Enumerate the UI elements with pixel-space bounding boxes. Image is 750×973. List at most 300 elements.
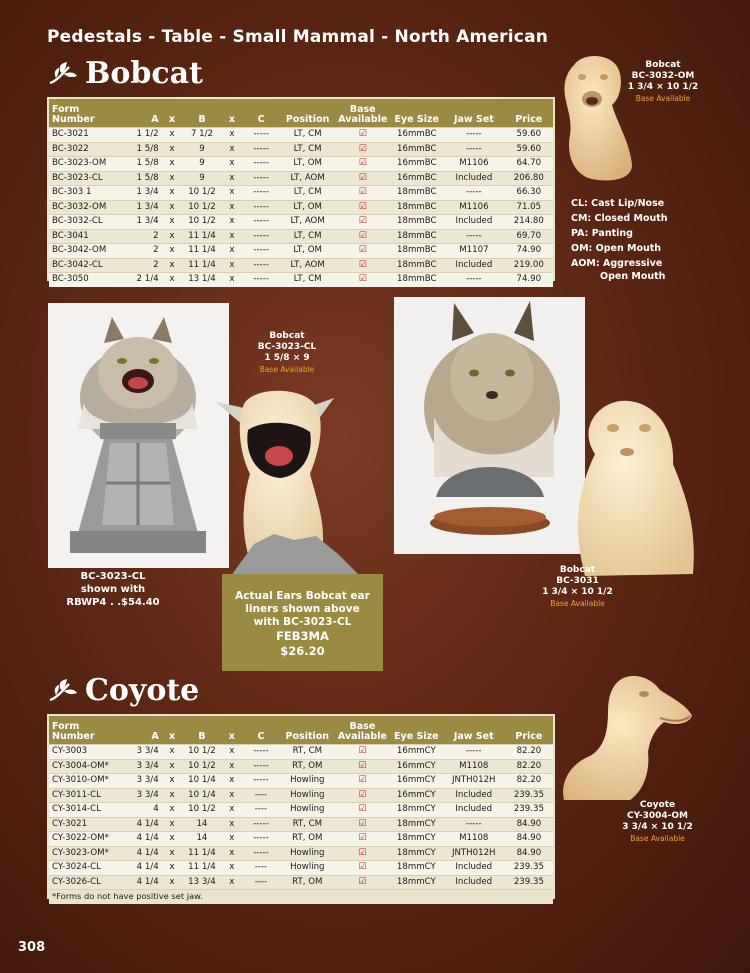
cell-price: 69.70: [505, 229, 553, 244]
table-row: [49, 273, 553, 287]
caption-name: Coyote: [639, 800, 676, 810]
cell-x: x: [162, 258, 183, 273]
cell-x: x: [222, 157, 243, 172]
cell-c: -----: [242, 759, 280, 774]
cell-c: -----: [242, 832, 280, 847]
checkmark-icon: ☑: [335, 803, 390, 818]
cell-form-number: CY-3026-CL: [49, 875, 118, 890]
cell-price: 214.80: [505, 215, 553, 230]
cell-x: x: [222, 273, 243, 287]
cell-position: RT, CM: [280, 817, 335, 832]
cell-b: 10 1/2: [182, 200, 221, 215]
cell-jaw-set: -----: [443, 229, 504, 244]
col-position: Position: [280, 99, 335, 128]
cell-form-number: CY-3022-OM*: [49, 832, 118, 847]
cell-b: 7 1/2: [182, 128, 221, 143]
checkmark-icon: ☑: [335, 875, 390, 890]
col-b: B: [182, 716, 221, 745]
col-jaw-set: Jaw Set: [443, 716, 505, 745]
cell-b: 10 1/4: [182, 788, 221, 803]
callout-line-3: with BC-3023-CL: [253, 616, 352, 628]
cell-jaw-set: Included: [443, 258, 504, 273]
cell-x: x: [162, 875, 183, 890]
bobcat-title-text: Bobcat: [85, 56, 203, 91]
caption-base-available: Base Available: [550, 599, 605, 608]
cell-jaw-set: M1108: [443, 832, 505, 847]
cell-position: LT, OM: [280, 157, 335, 172]
cell-eye-size: 18mmCY: [390, 846, 443, 861]
cell-jaw-set: M1106: [443, 200, 504, 215]
cell-c: -----: [242, 273, 280, 287]
cell-x: x: [222, 846, 243, 861]
cell-price: 239.35: [505, 861, 553, 876]
col-position: Position: [280, 716, 335, 745]
coyote-section-title: [47, 673, 199, 708]
cell-x: x: [222, 774, 243, 789]
cell-price: 59.60: [505, 128, 553, 143]
bobcat-mount-illustration: [48, 303, 229, 568]
cell-x: x: [222, 803, 243, 818]
cell-a: 4 1/4: [118, 832, 162, 847]
table-row: [49, 215, 553, 230]
cell-x: x: [162, 846, 183, 861]
table-row: [49, 171, 553, 186]
checkmark-icon: ☑: [335, 817, 390, 832]
cell-x: x: [222, 817, 243, 832]
table-row: [49, 803, 553, 818]
cell-x: x: [222, 215, 243, 230]
cell-b: 9: [182, 157, 221, 172]
cell-form-number: BC-3023-CL: [49, 171, 114, 186]
callout-price: $26.20: [280, 644, 325, 658]
cell-form-number: BC-3022: [49, 142, 114, 157]
cell-x: x: [222, 875, 243, 890]
col-price: Price: [505, 99, 553, 128]
cell-a: 3 3/4: [118, 774, 162, 789]
leaf-logo-icon: [47, 61, 79, 87]
cell-price: 206.80: [505, 171, 553, 186]
cell-position: RT, CM: [280, 745, 335, 760]
cell-eye-size: 18mmCY: [390, 875, 443, 890]
leaf-logo-icon: [47, 678, 79, 704]
cell-x: x: [222, 142, 243, 157]
table-row: [49, 875, 553, 890]
cell-form-number: CY-3024-CL: [49, 861, 118, 876]
caption-base-available: Base Available: [259, 365, 315, 374]
cell-price: 239.35: [505, 875, 553, 890]
col-eye-size: Eye Size: [390, 716, 443, 745]
cell-eye-size: 18mmCY: [390, 832, 443, 847]
cell-form-number: BC-3032-CL: [49, 215, 114, 230]
cell-price: 82.20: [505, 774, 553, 789]
cell-a: 2: [114, 229, 161, 244]
cell-jaw-set: M1107: [443, 244, 504, 259]
cell-form-number: BC-3042-OM: [49, 244, 114, 259]
cell-b: 10 1/4: [182, 774, 221, 789]
cell-c: -----: [242, 171, 280, 186]
cell-position: LT, OM: [280, 200, 335, 215]
legend-aom-cont: Open Mouth: [600, 271, 666, 282]
cell-jaw-set: Included: [443, 875, 505, 890]
cell-position: LT, OM: [280, 244, 335, 259]
bobcat-rock-photo: [394, 297, 585, 554]
cell-x: x: [162, 774, 183, 789]
cell-b: 10 1/2: [182, 186, 221, 201]
coyote-caption: [615, 800, 700, 844]
legend-cm: CM: Closed Mouth: [571, 213, 668, 224]
cell-a: 4: [118, 803, 162, 818]
cell-eye-size: 16mmBC: [390, 128, 443, 143]
table-row: [49, 258, 553, 273]
col-base-available: Base Available: [335, 99, 390, 128]
cell-jaw-set: -----: [443, 128, 504, 143]
cell-position: LT, CM: [280, 273, 335, 287]
callout-line-2: liners shown above: [245, 603, 360, 615]
cell-eye-size: 18mmBC: [390, 186, 443, 201]
photo-caption-code: BC-3023-CL: [80, 571, 146, 582]
cell-jaw-set: M1108: [443, 759, 505, 774]
position-legend: [571, 196, 721, 284]
cell-jaw-set: Included: [443, 803, 505, 818]
cell-a: 4 1/4: [118, 817, 162, 832]
coyote-table-frame: [47, 714, 555, 899]
cell-jaw-set: JNTH012H: [443, 774, 505, 789]
cell-c: -----: [242, 186, 280, 201]
cell-x: x: [162, 142, 183, 157]
cell-position: Howling: [280, 846, 335, 861]
table-row: [49, 832, 553, 847]
cell-x: x: [162, 186, 183, 201]
cell-b: 10 1/2: [182, 745, 221, 760]
cell-price: 66.30: [505, 186, 553, 201]
table-row: [49, 745, 553, 760]
cell-a: 3 3/4: [118, 788, 162, 803]
bobcat-photo-caption: [48, 570, 178, 609]
cell-form-number: BC-3021: [49, 128, 114, 143]
cell-b: 13 3/4: [182, 875, 221, 890]
caption-name: Bobcat: [269, 331, 305, 341]
table-row: [49, 846, 553, 861]
cell-position: LT, CM: [280, 186, 335, 201]
col-x2: x: [222, 99, 243, 128]
cell-form-number: CY-3021: [49, 817, 118, 832]
cell-jaw-set: JNTH012H: [443, 846, 505, 861]
table-row: [49, 229, 553, 244]
caption-size: 3 3/4 × 10 1/2: [622, 822, 693, 832]
cell-eye-size: 18mmBC: [390, 273, 443, 287]
cell-form-number: CY-3004-OM*: [49, 759, 118, 774]
legend-pa: PA: Panting: [571, 228, 633, 239]
table-row: [49, 200, 553, 215]
checkmark-icon: ☑: [335, 128, 390, 143]
photo-caption-pedestal: RBWP4 . .$54.40: [66, 597, 160, 608]
cell-form-number: BC-3032-OM: [49, 200, 114, 215]
col-jaw-set: Jaw Set: [443, 99, 504, 128]
cell-position: LT, AOM: [280, 258, 335, 273]
cell-a: 1 5/8: [114, 142, 161, 157]
caption-name: Bobcat: [645, 60, 681, 70]
table-row: [49, 861, 553, 876]
legend-cl: CL: Cast Lip/Nose: [571, 198, 665, 209]
bobcat-mid-caption: [242, 331, 332, 375]
cell-jaw-set: Included: [443, 788, 505, 803]
cell-eye-size: 18mmBC: [390, 258, 443, 273]
col-base-available: Base Available: [335, 716, 390, 745]
cell-c: -----: [242, 745, 280, 760]
table-row: [49, 774, 553, 789]
col-a: A: [118, 716, 162, 745]
cell-b: 9: [182, 142, 221, 157]
cell-x: x: [222, 128, 243, 143]
checkmark-icon: ☑: [335, 200, 390, 215]
col-form-number: Form Number: [49, 99, 114, 128]
cell-x: x: [222, 745, 243, 760]
coyote-form-cy3004-image: [560, 672, 700, 802]
cell-eye-size: 18mmCY: [390, 861, 443, 876]
cell-x: x: [222, 229, 243, 244]
cell-form-number: CY-3011-CL: [49, 788, 118, 803]
cell-a: 2: [114, 244, 161, 259]
table-row: [49, 157, 553, 172]
col-c: C: [242, 99, 280, 128]
cell-price: 239.35: [505, 803, 553, 818]
cell-jaw-set: M1106: [443, 157, 504, 172]
checkmark-icon: ☑: [335, 861, 390, 876]
cell-a: 1 1/2: [114, 128, 161, 143]
cell-form-number: BC-3023-OM: [49, 157, 114, 172]
checkmark-icon: ☑: [335, 157, 390, 172]
cell-c: -----: [242, 774, 280, 789]
cell-x: x: [222, 832, 243, 847]
cell-x: x: [162, 200, 183, 215]
cell-jaw-set: -----: [443, 817, 505, 832]
callout-item-code: FEB3MA: [276, 629, 329, 643]
cell-x: x: [222, 759, 243, 774]
page-number: 308: [18, 940, 46, 955]
cell-b: 14: [182, 832, 221, 847]
cell-form-number: BC-3041: [49, 229, 114, 244]
cell-a: 1 5/8: [114, 171, 161, 186]
cell-x: x: [162, 759, 183, 774]
cell-x: x: [162, 229, 183, 244]
cell-c: -----: [242, 229, 280, 244]
cell-eye-size: 16mmCY: [390, 774, 443, 789]
cell-jaw-set: -----: [443, 745, 505, 760]
bobcat-pedestal-photo: [48, 303, 229, 568]
caption-size: 1 5/8 × 9: [264, 353, 310, 363]
cell-c: -----: [242, 846, 280, 861]
cell-x: x: [162, 171, 183, 186]
cell-x: x: [222, 788, 243, 803]
bobcat-rock-illustration: [394, 297, 585, 554]
cell-a: 4 1/4: [118, 861, 162, 876]
checkmark-icon: ☑: [335, 846, 390, 861]
cell-x: x: [162, 745, 183, 760]
table-row: [49, 759, 553, 774]
cell-a: 1 3/4: [114, 215, 161, 230]
cell-form-number: CY-3003: [49, 745, 118, 760]
cell-position: LT, CM: [280, 229, 335, 244]
cell-a: 4 1/4: [118, 875, 162, 890]
table-header-row: [49, 716, 553, 745]
cell-price: 71.05: [505, 200, 553, 215]
cell-price: 84.90: [505, 832, 553, 847]
cell-x: x: [162, 273, 183, 287]
cell-eye-size: 16mmBC: [390, 142, 443, 157]
cell-price: 59.60: [505, 142, 553, 157]
cell-b: 9: [182, 171, 221, 186]
cell-form-number: BC-3042-CL: [49, 258, 114, 273]
cell-price: 239.35: [505, 788, 553, 803]
caption-code: CY-3004-OM: [627, 811, 688, 821]
checkmark-icon: ☑: [335, 244, 390, 259]
cell-position: LT, AOM: [280, 171, 335, 186]
cell-c: ----: [242, 788, 280, 803]
cell-x: x: [162, 817, 183, 832]
cell-c: -----: [242, 128, 280, 143]
bobcat-table-frame: [47, 97, 555, 284]
cell-position: RT, OM: [280, 759, 335, 774]
cell-x: x: [162, 244, 183, 259]
cell-position: RT, OM: [280, 832, 335, 847]
cell-jaw-set: Included: [443, 171, 504, 186]
table-row: [49, 142, 553, 157]
cell-c: ----: [242, 803, 280, 818]
caption-base-available: Base Available: [635, 94, 691, 103]
cell-c: ----: [242, 875, 280, 890]
cell-b: 14: [182, 817, 221, 832]
table-row: [49, 128, 553, 143]
cell-eye-size: 18mmBC: [390, 229, 443, 244]
coyote-title-text: Coyote: [85, 673, 200, 708]
col-price: Price: [505, 716, 553, 745]
cell-x: x: [222, 244, 243, 259]
cell-position: RT, OM: [280, 875, 335, 890]
table-row: [49, 186, 553, 201]
photo-caption-shown-with: shown with: [80, 584, 146, 595]
caption-code: BC-3032-OM: [631, 71, 695, 81]
cell-price: 82.20: [505, 759, 553, 774]
cell-position: Howling: [280, 861, 335, 876]
ear-liners-callout: [222, 574, 383, 671]
cell-x: x: [222, 200, 243, 215]
cell-position: Howling: [280, 803, 335, 818]
cell-x: x: [162, 128, 183, 143]
cell-b: 11 1/4: [182, 258, 221, 273]
cell-price: 74.90: [505, 244, 553, 259]
cell-x: x: [222, 171, 243, 186]
callout-line-1: Actual Ears Bobcat ear: [235, 590, 370, 602]
col-x1: x: [162, 716, 183, 745]
bobcat-section-title: [47, 56, 203, 91]
cell-eye-size: 18mmBC: [390, 215, 443, 230]
checkmark-icon: ☑: [335, 832, 390, 847]
cell-form-number: CY-3023-OM*: [49, 846, 118, 861]
cell-form-number: BC-3050: [49, 273, 114, 287]
legend-om: OM: Open Mouth: [571, 243, 662, 254]
table-row: [49, 817, 553, 832]
bobcat-right-caption: [540, 565, 615, 609]
cell-jaw-set: -----: [443, 186, 504, 201]
bobcat-form-bc3023-image: [214, 384, 364, 580]
cell-x: x: [162, 788, 183, 803]
cell-position: LT, AOM: [280, 215, 335, 230]
cell-price: 82.20: [505, 745, 553, 760]
cell-c: -----: [242, 142, 280, 157]
cell-price: 74.90: [505, 273, 553, 287]
checkmark-icon: ☑: [335, 788, 390, 803]
checkmark-icon: ☑: [335, 186, 390, 201]
cell-a: 2: [114, 258, 161, 273]
cell-b: 10 1/2: [182, 803, 221, 818]
cell-eye-size: 18mmBC: [390, 200, 443, 215]
cell-price: 219.00: [505, 258, 553, 273]
cell-position: LT, CM: [280, 142, 335, 157]
cell-jaw-set: -----: [443, 273, 504, 287]
page-header: Pedestals - Table - Small Mammal - North American: [47, 27, 549, 47]
legend-aom: AOM: Aggressive: [571, 258, 663, 269]
checkmark-icon: ☑: [335, 142, 390, 157]
caption-size: 1 3/4 × 10 1/2: [542, 587, 613, 597]
col-c: C: [242, 716, 280, 745]
cell-b: 10 1/2: [182, 215, 221, 230]
cell-x: x: [162, 215, 183, 230]
cell-price: 84.90: [505, 846, 553, 861]
cell-c: -----: [242, 157, 280, 172]
cell-x: x: [162, 832, 183, 847]
cell-b: 10 1/2: [182, 759, 221, 774]
checkmark-icon: ☑: [335, 171, 390, 186]
bobcat-top-caption: [608, 60, 718, 104]
checkmark-icon: ☑: [335, 258, 390, 273]
checkmark-icon: ☑: [335, 229, 390, 244]
cell-x: x: [222, 258, 243, 273]
table-row: [49, 244, 553, 259]
col-form-number: Form Number: [49, 716, 118, 745]
cell-a: 3 3/4: [118, 745, 162, 760]
cell-eye-size: 18mmCY: [390, 803, 443, 818]
col-a: A: [114, 99, 161, 128]
cell-a: 1 3/4: [114, 186, 161, 201]
cell-position: LT, CM: [280, 128, 335, 143]
cell-x: x: [222, 861, 243, 876]
caption-name: Bobcat: [559, 565, 596, 575]
cell-c: ----: [242, 861, 280, 876]
checkmark-icon: ☑: [335, 745, 390, 760]
cell-c: -----: [242, 258, 280, 273]
col-x1: x: [162, 99, 183, 128]
cell-eye-size: 16mmCY: [390, 759, 443, 774]
cell-b: 11 1/4: [182, 229, 221, 244]
coyote-footnote: *Forms do not have positive set jaw.: [49, 890, 553, 904]
cell-eye-size: 16mmBC: [390, 157, 443, 172]
checkmark-icon: ☑: [335, 215, 390, 230]
caption-size: 1 3/4 × 10 1/2: [627, 82, 699, 92]
cell-position: Howling: [280, 774, 335, 789]
cell-a: 3 3/4: [118, 759, 162, 774]
col-b: B: [182, 99, 221, 128]
caption-code: BC-3023-CL: [257, 342, 317, 352]
cell-form-number: CY-3010-OM*: [49, 774, 118, 789]
cell-jaw-set: -----: [443, 142, 504, 157]
cell-form-number: CY-3014-CL: [49, 803, 118, 818]
cell-a: 1 3/4: [114, 200, 161, 215]
table-header-row: [49, 99, 553, 128]
cell-form-number: BC-303 1: [49, 186, 114, 201]
checkmark-icon: ☑: [335, 774, 390, 789]
table-row: [49, 788, 553, 803]
col-eye-size: Eye Size: [390, 99, 443, 128]
